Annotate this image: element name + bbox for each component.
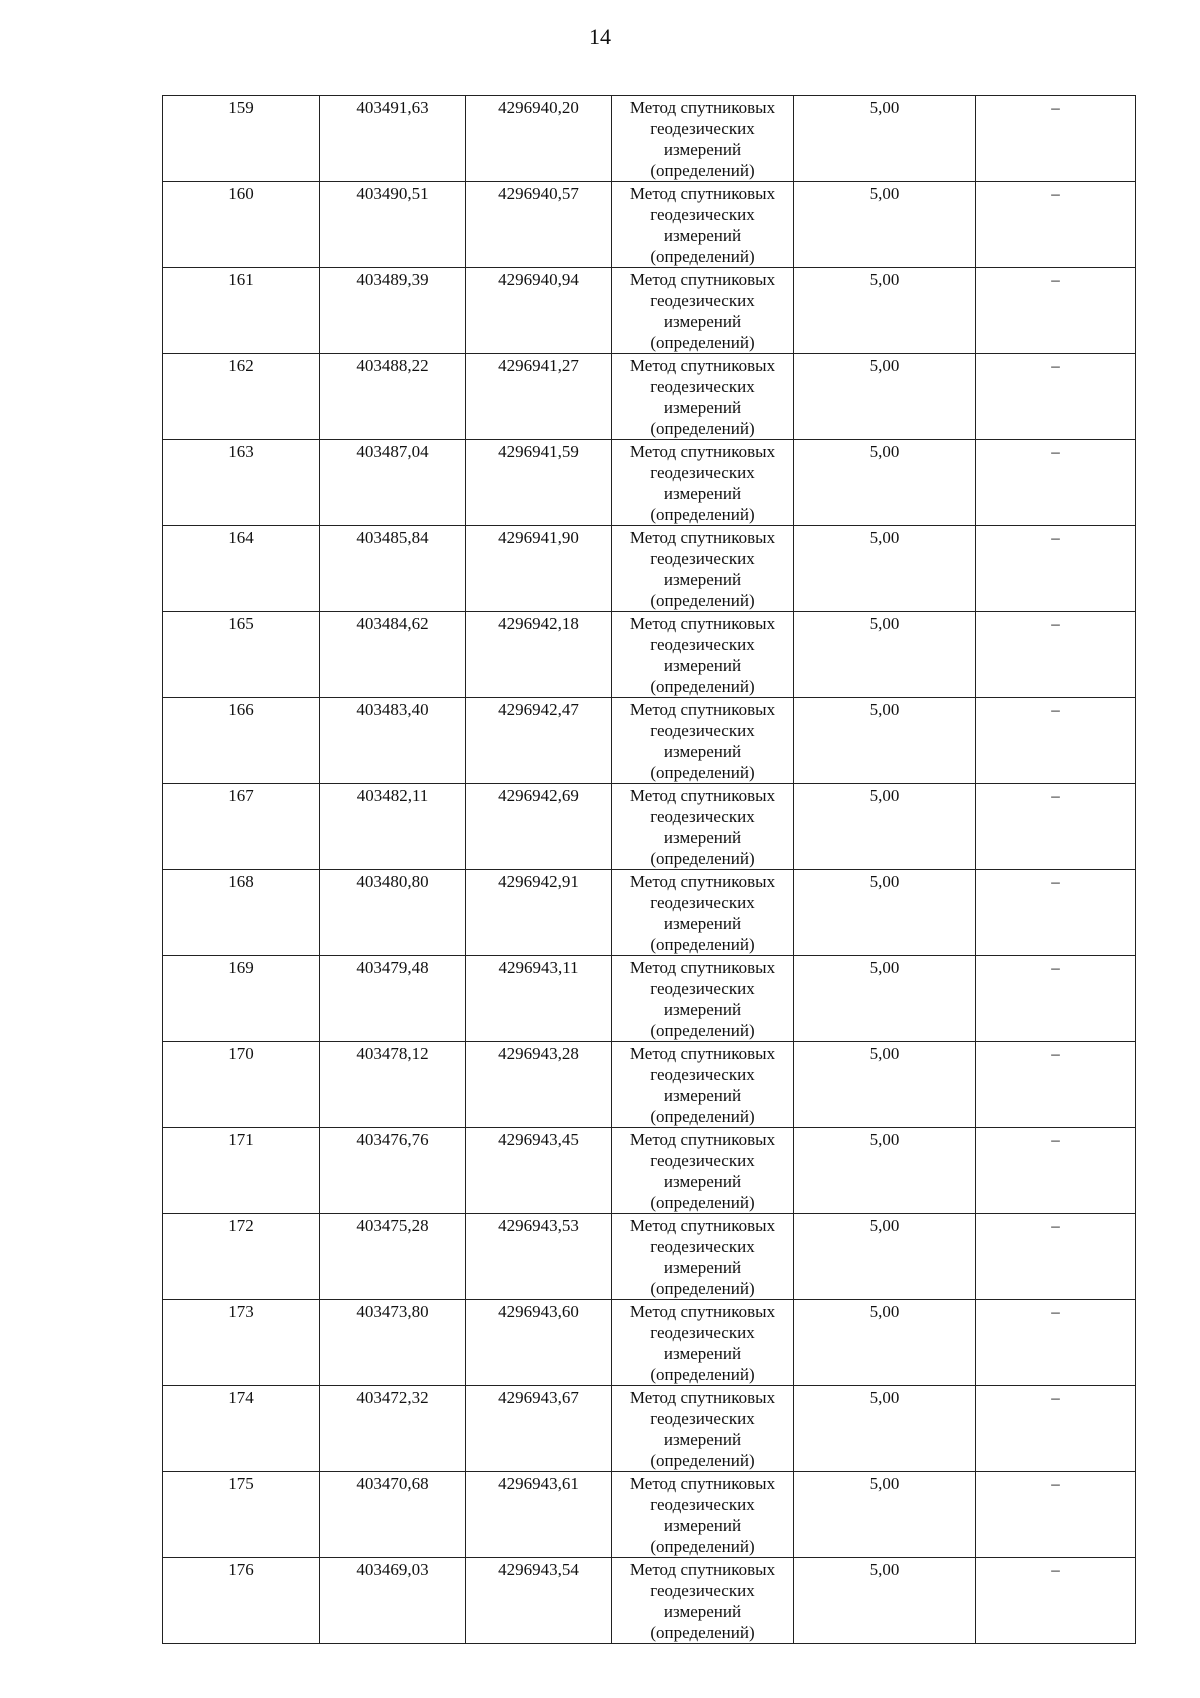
y-coordinate-cell <box>466 1300 612 1386</box>
method-cell-text: Метод спутниковых геодезических измерений (определений) <box>629 1216 776 1298</box>
method-cell <box>612 268 794 354</box>
method-cell-text: Метод спутниковых геодезических измерений (определений) <box>629 184 776 266</box>
point-number-cell <box>163 956 320 1042</box>
note-cell <box>976 784 1136 870</box>
x-coordinate-cell <box>320 1214 466 1300</box>
method-cell <box>612 1386 794 1472</box>
accuracy-cell-text: 5,00 <box>869 700 900 719</box>
point-number-cell <box>163 1472 320 1558</box>
y-coordinate-cell-text: 4296943,61 <box>498 1474 579 1493</box>
x-coordinate-cell-text: 403485,84 <box>356 528 429 547</box>
point-number-cell-text: 159 <box>228 98 254 117</box>
point-number-cell-text: 162 <box>228 356 254 375</box>
point-number-cell <box>163 1300 320 1386</box>
point-number-cell <box>163 1386 320 1472</box>
y-coordinate-cell <box>466 956 612 1042</box>
table-row <box>163 1300 1136 1386</box>
note-cell-text: – <box>1051 786 1060 805</box>
table-row <box>163 1472 1136 1558</box>
point-number-cell <box>163 440 320 526</box>
y-coordinate-cell-text: 4296943,60 <box>498 1302 579 1321</box>
y-coordinate-cell-text: 4296943,54 <box>498 1560 579 1579</box>
accuracy-cell-text: 5,00 <box>869 1044 900 1063</box>
x-coordinate-cell <box>320 1472 466 1558</box>
method-cell-text: Метод спутниковых геодезических измерений (определений) <box>629 786 776 868</box>
accuracy-cell-text: 5,00 <box>869 1560 900 1579</box>
point-number-cell <box>163 1214 320 1300</box>
x-coordinate-cell-text: 403488,22 <box>356 356 429 375</box>
table-body <box>163 96 1136 1644</box>
point-number-cell-text: 170 <box>228 1044 254 1063</box>
y-coordinate-cell-text: 4296941,90 <box>498 528 579 547</box>
note-cell-text: – <box>1051 442 1060 461</box>
note-cell-text: – <box>1051 98 1060 117</box>
point-number-cell <box>163 870 320 956</box>
method-cell-text: Метод спутниковых геодезических измерений (определений) <box>629 528 776 610</box>
x-coordinate-cell <box>320 612 466 698</box>
y-coordinate-cell-text: 4296942,91 <box>498 872 579 891</box>
point-number-cell <box>163 96 320 182</box>
y-coordinate-cell <box>466 1386 612 1472</box>
accuracy-cell <box>794 526 976 612</box>
coordinates-table <box>162 95 1136 1644</box>
point-number-cell-text: 165 <box>228 614 254 633</box>
method-cell <box>612 698 794 784</box>
x-coordinate-cell <box>320 526 466 612</box>
accuracy-cell <box>794 440 976 526</box>
method-cell <box>612 612 794 698</box>
y-coordinate-cell-text: 4296942,69 <box>498 786 579 805</box>
x-coordinate-cell <box>320 870 466 956</box>
y-coordinate-cell-text: 4296942,18 <box>498 614 579 633</box>
y-coordinate-cell <box>466 1042 612 1128</box>
x-coordinate-cell <box>320 182 466 268</box>
accuracy-cell <box>794 612 976 698</box>
table-row <box>163 1558 1136 1644</box>
x-coordinate-cell-text: 403478,12 <box>356 1044 429 1063</box>
y-coordinate-cell <box>466 182 612 268</box>
method-cell <box>612 526 794 612</box>
y-coordinate-cell <box>466 784 612 870</box>
accuracy-cell-text: 5,00 <box>869 270 900 289</box>
x-coordinate-cell <box>320 784 466 870</box>
table-row <box>163 956 1136 1042</box>
x-coordinate-cell <box>320 1558 466 1644</box>
method-cell <box>612 1042 794 1128</box>
y-coordinate-cell-text: 4296943,53 <box>498 1216 579 1235</box>
x-coordinate-cell-text: 403469,03 <box>356 1560 429 1579</box>
accuracy-cell <box>794 268 976 354</box>
x-coordinate-cell <box>320 1300 466 1386</box>
method-cell-text: Метод спутниковых геодезических измерений (определений) <box>629 270 776 352</box>
note-cell-text: – <box>1051 270 1060 289</box>
method-cell-text: Метод спутниковых геодезических измерений (определений) <box>629 98 776 180</box>
point-number-cell-text: 176 <box>228 1560 254 1579</box>
y-coordinate-cell <box>466 1472 612 1558</box>
method-cell-text: Метод спутниковых геодезических измерений (определений) <box>629 442 776 524</box>
method-cell-text: Метод спутниковых геодезических измерений (определений) <box>629 1302 776 1384</box>
accuracy-cell <box>794 1214 976 1300</box>
table-row <box>163 612 1136 698</box>
method-cell-text: Метод спутниковых геодезических измерений (определений) <box>629 700 776 782</box>
point-number-cell <box>163 784 320 870</box>
note-cell-text: – <box>1051 958 1060 977</box>
accuracy-cell-text: 5,00 <box>869 614 900 633</box>
accuracy-cell-text: 5,00 <box>869 1474 900 1493</box>
x-coordinate-cell <box>320 1042 466 1128</box>
accuracy-cell-text: 5,00 <box>869 356 900 375</box>
method-cell <box>612 182 794 268</box>
note-cell <box>976 956 1136 1042</box>
note-cell-text: – <box>1051 1216 1060 1235</box>
note-cell <box>976 354 1136 440</box>
note-cell-text: – <box>1051 614 1060 633</box>
accuracy-cell <box>794 1128 976 1214</box>
table-row <box>163 1128 1136 1214</box>
accuracy-cell <box>794 1300 976 1386</box>
note-cell <box>976 1128 1136 1214</box>
y-coordinate-cell <box>466 526 612 612</box>
note-cell <box>976 612 1136 698</box>
x-coordinate-cell-text: 403470,68 <box>356 1474 429 1493</box>
note-cell <box>976 440 1136 526</box>
table-row <box>163 698 1136 784</box>
point-number-cell-text: 175 <box>228 1474 254 1493</box>
accuracy-cell <box>794 354 976 440</box>
method-cell-text: Метод спутниковых геодезических измерений (определений) <box>629 872 776 954</box>
note-cell <box>976 96 1136 182</box>
y-coordinate-cell-text: 4296943,11 <box>498 958 579 977</box>
method-cell-text: Метод спутниковых геодезических измерений (определений) <box>629 1560 776 1642</box>
y-coordinate-cell <box>466 96 612 182</box>
x-coordinate-cell-text: 403484,62 <box>356 614 429 633</box>
x-coordinate-cell <box>320 268 466 354</box>
method-cell-text: Метод спутниковых геодезических измерений (определений) <box>629 356 776 438</box>
x-coordinate-cell <box>320 96 466 182</box>
x-coordinate-cell-text: 403479,48 <box>356 958 429 977</box>
y-coordinate-cell <box>466 268 612 354</box>
note-cell <box>976 268 1136 354</box>
y-coordinate-cell-text: 4296941,59 <box>498 442 579 461</box>
point-number-cell <box>163 1042 320 1128</box>
note-cell <box>976 1558 1136 1644</box>
method-cell <box>612 440 794 526</box>
note-cell-text: – <box>1051 1044 1060 1063</box>
method-cell <box>612 784 794 870</box>
accuracy-cell-text: 5,00 <box>869 1388 900 1407</box>
y-coordinate-cell-text: 4296943,28 <box>498 1044 579 1063</box>
note-cell-text: – <box>1051 356 1060 375</box>
accuracy-cell-text: 5,00 <box>869 1216 900 1235</box>
y-coordinate-cell <box>466 1558 612 1644</box>
accuracy-cell <box>794 1472 976 1558</box>
accuracy-cell-text: 5,00 <box>869 872 900 891</box>
y-coordinate-cell <box>466 440 612 526</box>
y-coordinate-cell <box>466 1214 612 1300</box>
point-number-cell-text: 167 <box>228 786 254 805</box>
y-coordinate-cell-text: 4296940,20 <box>498 98 579 117</box>
x-coordinate-cell <box>320 440 466 526</box>
x-coordinate-cell-text: 403476,76 <box>356 1130 429 1149</box>
note-cell-text: – <box>1051 1388 1060 1407</box>
accuracy-cell <box>794 784 976 870</box>
accuracy-cell <box>794 1558 976 1644</box>
point-number-cell <box>163 526 320 612</box>
point-number-cell-text: 160 <box>228 184 254 203</box>
point-number-cell <box>163 1128 320 1214</box>
method-cell <box>612 956 794 1042</box>
note-cell <box>976 698 1136 784</box>
method-cell <box>612 354 794 440</box>
table-row <box>163 354 1136 440</box>
accuracy-cell <box>794 956 976 1042</box>
accuracy-cell <box>794 698 976 784</box>
method-cell <box>612 1300 794 1386</box>
note-cell <box>976 1386 1136 1472</box>
method-cell-text: Метод спутниковых геодезических измерений (определений) <box>629 1130 776 1212</box>
table-row <box>163 1042 1136 1128</box>
table-row <box>163 784 1136 870</box>
accuracy-cell-text: 5,00 <box>869 528 900 547</box>
method-cell-text: Метод спутниковых геодезических измерений (определений) <box>629 614 776 696</box>
point-number-cell <box>163 182 320 268</box>
accuracy-cell <box>794 96 976 182</box>
x-coordinate-cell <box>320 956 466 1042</box>
x-coordinate-cell-text: 403480,80 <box>356 872 429 891</box>
method-cell <box>612 1558 794 1644</box>
method-cell-text: Метод спутниковых геодезических измерений (определений) <box>629 1388 776 1470</box>
accuracy-cell-text: 5,00 <box>869 442 900 461</box>
x-coordinate-cell-text: 403487,04 <box>356 442 429 461</box>
x-coordinate-cell <box>320 698 466 784</box>
y-coordinate-cell <box>466 870 612 956</box>
method-cell <box>612 1472 794 1558</box>
y-coordinate-cell-text: 4296943,45 <box>498 1130 579 1149</box>
accuracy-cell-text: 5,00 <box>869 1130 900 1149</box>
accuracy-cell-text: 5,00 <box>869 786 900 805</box>
note-cell <box>976 1214 1136 1300</box>
table-row <box>163 1214 1136 1300</box>
point-number-cell <box>163 612 320 698</box>
table-row <box>163 268 1136 354</box>
method-cell-text: Метод спутниковых геодезических измерений (определений) <box>629 1044 776 1126</box>
y-coordinate-cell <box>466 698 612 784</box>
accuracy-cell-text: 5,00 <box>869 1302 900 1321</box>
accuracy-cell-text: 5,00 <box>869 958 900 977</box>
point-number-cell-text: 161 <box>228 270 254 289</box>
accuracy-cell <box>794 1386 976 1472</box>
point-number-cell-text: 164 <box>228 528 254 547</box>
table-row <box>163 440 1136 526</box>
note-cell-text: – <box>1051 1302 1060 1321</box>
x-coordinate-cell-text: 403475,28 <box>356 1216 429 1235</box>
table-row <box>163 1386 1136 1472</box>
y-coordinate-cell-text: 4296942,47 <box>498 700 579 719</box>
note-cell <box>976 1300 1136 1386</box>
note-cell-text: – <box>1051 528 1060 547</box>
method-cell <box>612 1214 794 1300</box>
y-coordinate-cell-text: 4296940,57 <box>498 184 579 203</box>
note-cell-text: – <box>1051 700 1060 719</box>
table-row <box>163 526 1136 612</box>
method-cell-text: Метод спутниковых геодезических измерений (определений) <box>629 1474 776 1556</box>
note-cell-text: – <box>1051 1130 1060 1149</box>
note-cell-text: – <box>1051 184 1060 203</box>
y-coordinate-cell <box>466 612 612 698</box>
point-number-cell <box>163 1558 320 1644</box>
x-coordinate-cell-text: 403483,40 <box>356 700 429 719</box>
x-coordinate-cell-text: 403491,63 <box>356 98 429 117</box>
note-cell <box>976 870 1136 956</box>
point-number-cell-text: 169 <box>228 958 254 977</box>
table-row <box>163 96 1136 182</box>
accuracy-cell-text: 5,00 <box>869 98 900 117</box>
method-cell <box>612 1128 794 1214</box>
x-coordinate-cell <box>320 1386 466 1472</box>
note-cell <box>976 526 1136 612</box>
point-number-cell-text: 172 <box>228 1216 254 1235</box>
point-number-cell-text: 166 <box>228 700 254 719</box>
x-coordinate-cell-text: 403473,80 <box>356 1302 429 1321</box>
y-coordinate-cell <box>466 1128 612 1214</box>
table-row <box>163 182 1136 268</box>
y-coordinate-cell-text: 4296940,94 <box>498 270 579 289</box>
x-coordinate-cell <box>320 354 466 440</box>
x-coordinate-cell-text: 403482,11 <box>356 786 429 805</box>
note-cell <box>976 1472 1136 1558</box>
y-coordinate-cell-text: 4296943,67 <box>498 1388 579 1407</box>
point-number-cell-text: 174 <box>228 1388 254 1407</box>
note-cell-text: – <box>1051 872 1060 891</box>
note-cell-text: – <box>1051 1560 1060 1579</box>
point-number-cell-text: 173 <box>228 1302 254 1321</box>
point-number-cell <box>163 698 320 784</box>
accuracy-cell <box>794 182 976 268</box>
note-cell-text: – <box>1051 1474 1060 1493</box>
y-coordinate-cell-text: 4296941,27 <box>498 356 579 375</box>
note-cell <box>976 182 1136 268</box>
x-coordinate-cell-text: 403490,51 <box>356 184 429 203</box>
page-number: 14 <box>589 24 611 49</box>
y-coordinate-cell <box>466 354 612 440</box>
x-coordinate-cell <box>320 1128 466 1214</box>
point-number-cell-text: 163 <box>228 442 254 461</box>
note-cell <box>976 1042 1136 1128</box>
x-coordinate-cell-text: 403489,39 <box>356 270 429 289</box>
method-cell-text: Метод спутниковых геодезических измерений (определений) <box>629 958 776 1040</box>
point-number-cell-text: 171 <box>228 1130 254 1149</box>
table-row <box>163 870 1136 956</box>
accuracy-cell <box>794 870 976 956</box>
method-cell <box>612 96 794 182</box>
accuracy-cell <box>794 1042 976 1128</box>
method-cell <box>612 870 794 956</box>
accuracy-cell-text: 5,00 <box>869 184 900 203</box>
point-number-cell <box>163 354 320 440</box>
point-number-cell <box>163 268 320 354</box>
point-number-cell-text: 168 <box>228 872 254 891</box>
x-coordinate-cell-text: 403472,32 <box>356 1388 429 1407</box>
